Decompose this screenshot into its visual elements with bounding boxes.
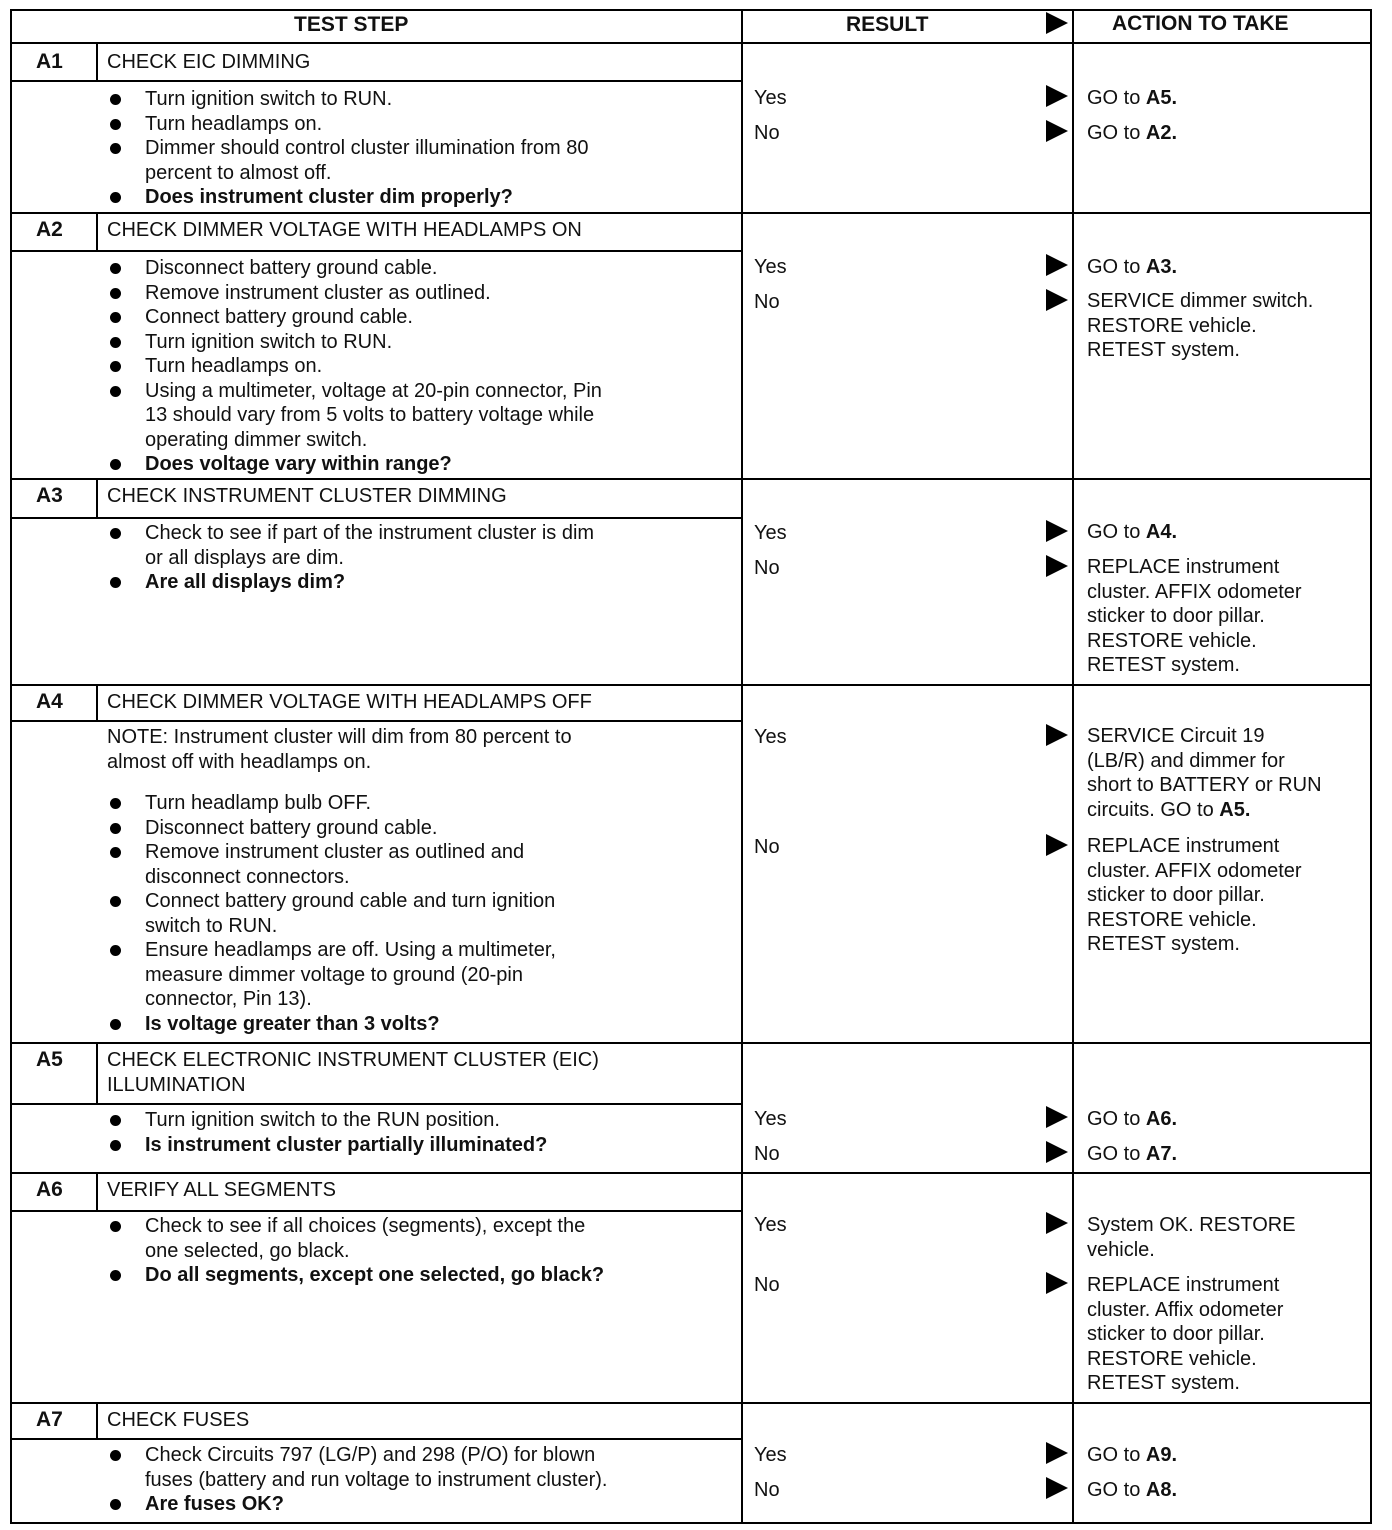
action-line bbox=[1087, 834, 1279, 859]
step-instruction: connector, Pin 13). bbox=[145, 988, 312, 1010]
action-text: REPLACE instrument bbox=[1087, 835, 1280, 857]
action-line bbox=[1087, 749, 1285, 774]
action-line bbox=[1087, 338, 1240, 363]
action-text: REPLACE instrument bbox=[1087, 1274, 1280, 1296]
rule bbox=[10, 250, 741, 252]
rule bbox=[96, 1172, 98, 1210]
result-no: No bbox=[754, 836, 780, 858]
action-punctuation: . bbox=[1171, 87, 1178, 109]
header-arrow-icon bbox=[1046, 12, 1068, 34]
action-line bbox=[1087, 555, 1279, 580]
action-line bbox=[1087, 653, 1240, 678]
step-id: A4 bbox=[36, 690, 63, 713]
action-punctuation: . bbox=[1171, 122, 1178, 144]
action-text: (LB/R) and dimmer for bbox=[1087, 749, 1285, 772]
step-instruction: Turn ignition switch to RUN. bbox=[145, 88, 393, 110]
action-line bbox=[1087, 908, 1257, 933]
action-line bbox=[1087, 1298, 1283, 1323]
action-text: REPLACE instrument bbox=[1087, 556, 1280, 578]
step-instruction: Disconnect battery ground cable. bbox=[145, 257, 438, 279]
action-line bbox=[1087, 932, 1240, 957]
step-reference: A7 bbox=[1145, 1143, 1172, 1165]
rule bbox=[10, 9, 12, 1524]
step-instruction: Ensure headlamps are off. Using a multimeter, bbox=[145, 939, 556, 961]
step-reference: A5 bbox=[1219, 798, 1245, 821]
bullet-dot-icon bbox=[110, 1270, 121, 1281]
result-yes: Yes bbox=[754, 1444, 787, 1466]
step-title: CHECK FUSES bbox=[107, 1409, 250, 1431]
rule bbox=[10, 517, 741, 519]
rule bbox=[96, 1042, 98, 1103]
step-title: ILLUMINATION bbox=[107, 1073, 246, 1096]
action-text: RESTORE vehicle. bbox=[1087, 1347, 1257, 1370]
step-id: A3 bbox=[36, 484, 63, 507]
result-no: No bbox=[754, 122, 780, 144]
bullet-dot-icon bbox=[110, 1140, 121, 1151]
step-title: CHECK EIC DIMMING bbox=[107, 51, 311, 73]
step-reference: A9 bbox=[1145, 1444, 1172, 1466]
action-line bbox=[1087, 604, 1265, 629]
result-yes: Yes bbox=[754, 522, 787, 544]
result-yes: Yes bbox=[754, 87, 787, 109]
rule bbox=[10, 42, 1370, 44]
step-instruction: 13 should vary from 5 volts to battery voltage while bbox=[145, 404, 595, 426]
bullet-dot-icon bbox=[110, 1499, 121, 1510]
result-yes: Yes bbox=[754, 256, 787, 278]
action-line bbox=[1087, 121, 1177, 146]
action-line bbox=[1087, 520, 1177, 545]
rule bbox=[1072, 9, 1074, 1524]
rule bbox=[10, 212, 1370, 214]
result-arrow-icon bbox=[1046, 555, 1068, 577]
header-test-step: TEST STEP bbox=[294, 13, 409, 36]
action-line bbox=[1087, 580, 1302, 605]
rule bbox=[10, 1402, 1370, 1404]
result-arrow-icon bbox=[1046, 254, 1068, 276]
step-id: A1 bbox=[36, 50, 63, 73]
action-punctuation: . bbox=[1244, 798, 1251, 821]
action-text: SERVICE dimmer switch. bbox=[1087, 290, 1314, 312]
step-instruction: Check to see if all choices (segments), except the bbox=[145, 1215, 586, 1237]
step-instruction: Disconnect battery ground cable. bbox=[145, 816, 438, 839]
step-instruction: Turn headlamps on. bbox=[145, 355, 323, 377]
action-line bbox=[1087, 724, 1264, 749]
result-arrow-icon bbox=[1046, 520, 1068, 542]
step-instruction: Turn ignition switch to RUN. bbox=[145, 330, 393, 353]
step-question: Are fuses OK? bbox=[145, 1493, 284, 1515]
result-arrow-icon bbox=[1046, 724, 1068, 746]
action-line bbox=[1087, 883, 1265, 908]
step-instruction: one selected, go black. bbox=[145, 1239, 350, 1262]
rule bbox=[10, 1042, 1370, 1044]
bullet-dot-icon bbox=[110, 143, 121, 154]
action-text: SERVICE Circuit 19 bbox=[1087, 725, 1265, 747]
result-arrow-icon bbox=[1046, 1212, 1068, 1234]
action-text: GO to bbox=[1087, 122, 1146, 144]
rule bbox=[1370, 9, 1372, 1524]
step-question: Does voltage vary within range? bbox=[145, 453, 452, 475]
action-text: GO to bbox=[1087, 1444, 1146, 1466]
step-instruction: Check Circuits 797 (LG/P) and 298 (P/O) for blown bbox=[145, 1444, 596, 1466]
action-punctuation: . bbox=[1171, 521, 1178, 543]
action-text: sticker to door pillar. bbox=[1087, 884, 1265, 906]
action-line bbox=[1087, 289, 1313, 314]
step-question: Does instrument cluster dim properly? bbox=[145, 186, 513, 208]
step-reference: A2 bbox=[1145, 122, 1172, 144]
result-arrow-icon bbox=[1046, 1272, 1068, 1294]
action-text: cluster. AFFIX odometer bbox=[1087, 580, 1302, 603]
rule bbox=[10, 1438, 741, 1440]
step-instruction: Using a multimeter, voltage at 20-pin connector, Pin bbox=[145, 379, 602, 402]
header-result: RESULT bbox=[846, 13, 929, 36]
step-note: almost off with headlamps on. bbox=[107, 750, 372, 773]
bullet-dot-icon bbox=[110, 1450, 121, 1461]
rule bbox=[10, 478, 1370, 480]
action-line bbox=[1087, 798, 1250, 823]
action-text: sticker to door pillar. bbox=[1087, 1323, 1265, 1345]
result-no: No bbox=[754, 557, 780, 579]
result-arrow-icon bbox=[1046, 85, 1068, 107]
bullet-dot-icon bbox=[110, 798, 121, 809]
step-instruction: measure dimmer voltage to ground (20-pin bbox=[145, 963, 523, 986]
bullet-dot-icon bbox=[110, 288, 121, 299]
step-reference: A4 bbox=[1145, 521, 1172, 543]
bullet-dot-icon bbox=[110, 94, 121, 105]
step-note: NOTE: Instrument cluster will dim from 80 percent to bbox=[107, 726, 572, 748]
action-line bbox=[1087, 314, 1257, 339]
rule bbox=[10, 720, 741, 722]
step-id: A7 bbox=[36, 1408, 63, 1431]
step-reference: A6 bbox=[1145, 1108, 1172, 1130]
action-line bbox=[1087, 1142, 1177, 1167]
result-no: No bbox=[754, 1274, 780, 1296]
action-line bbox=[1087, 1273, 1279, 1298]
bullet-dot-icon bbox=[110, 263, 121, 274]
step-question: Are all displays dim? bbox=[145, 571, 346, 593]
step-title: VERIFY ALL SEGMENTS bbox=[107, 1179, 336, 1201]
step-question: Is voltage greater than 3 volts? bbox=[145, 1012, 440, 1035]
step-question: Do all segments, except one selected, go black? bbox=[145, 1264, 605, 1286]
action-line bbox=[1087, 773, 1322, 798]
action-text: GO to bbox=[1087, 1108, 1146, 1130]
step-instruction: Turn headlamps on. bbox=[145, 112, 323, 135]
rule bbox=[741, 9, 743, 1524]
action-punctuation: . bbox=[1171, 256, 1178, 278]
bullet-dot-icon bbox=[110, 945, 121, 956]
action-line bbox=[1087, 86, 1177, 111]
action-punctuation: . bbox=[1171, 1108, 1178, 1130]
action-text: RETEST system. bbox=[1087, 654, 1240, 676]
action-text: RETEST system. bbox=[1087, 339, 1240, 361]
step-instruction: Turn headlamp bulb OFF. bbox=[145, 792, 372, 814]
bullet-dot-icon bbox=[110, 192, 121, 203]
bullet-dot-icon bbox=[110, 1019, 121, 1030]
action-text: short to BATTERY or RUN bbox=[1087, 774, 1322, 796]
step-question: Is instrument cluster partially illuminated? bbox=[145, 1133, 548, 1156]
action-line bbox=[1087, 1347, 1257, 1372]
step-reference: A3 bbox=[1145, 256, 1172, 278]
action-punctuation: . bbox=[1171, 1444, 1178, 1466]
bullet-dot-icon bbox=[110, 823, 121, 834]
step-instruction: disconnect connectors. bbox=[145, 865, 350, 888]
step-instruction: Remove instrument cluster as outlined. bbox=[145, 281, 491, 304]
action-text: sticker to door pillar. bbox=[1087, 605, 1265, 627]
rule bbox=[96, 478, 98, 517]
bullet-dot-icon bbox=[110, 896, 121, 907]
action-line bbox=[1087, 1238, 1155, 1263]
action-line bbox=[1087, 859, 1302, 884]
step-instruction: Connect battery ground cable. bbox=[145, 306, 413, 328]
bullet-dot-icon bbox=[110, 1221, 121, 1232]
bullet-dot-icon bbox=[110, 528, 121, 539]
bullet-dot-icon bbox=[110, 337, 121, 348]
result-arrow-icon bbox=[1046, 289, 1068, 311]
rule bbox=[96, 44, 98, 80]
action-text: GO to bbox=[1087, 256, 1146, 278]
action-line bbox=[1087, 1322, 1265, 1347]
bullet-dot-icon bbox=[110, 386, 121, 397]
bullet-dot-icon bbox=[110, 459, 121, 470]
result-arrow-icon bbox=[1046, 1442, 1068, 1464]
bullet-dot-icon bbox=[110, 847, 121, 858]
bullet-dot-icon bbox=[110, 577, 121, 588]
rule bbox=[10, 1210, 741, 1212]
result-arrow-icon bbox=[1046, 120, 1068, 142]
action-punctuation: . bbox=[1171, 1479, 1178, 1501]
bullet-dot-icon bbox=[110, 1115, 121, 1126]
action-line bbox=[1087, 1371, 1240, 1396]
action-text: RETEST system. bbox=[1087, 933, 1240, 955]
rule bbox=[96, 684, 98, 720]
action-text: System OK. RESTORE bbox=[1087, 1214, 1296, 1236]
step-instruction: Remove instrument cluster as outlined and bbox=[145, 841, 525, 863]
step-instruction: Check to see if part of the instrument cluster is dim bbox=[145, 522, 595, 544]
step-instruction: Dimmer should control cluster illumination from 80 bbox=[145, 137, 589, 159]
step-title: CHECK DIMMER VOLTAGE WITH HEADLAMPS ON bbox=[107, 219, 582, 241]
action-text: cluster. Affix odometer bbox=[1087, 1298, 1284, 1321]
step-instruction: switch to RUN. bbox=[145, 914, 278, 937]
step-reference: A5 bbox=[1145, 87, 1172, 109]
bullet-dot-icon bbox=[110, 361, 121, 372]
action-punctuation: . bbox=[1171, 1143, 1178, 1165]
step-instruction: Connect battery ground cable and turn ignition bbox=[145, 890, 556, 912]
step-title: CHECK INSTRUMENT CLUSTER DIMMING bbox=[107, 485, 507, 507]
action-text: GO to bbox=[1087, 1479, 1146, 1501]
rule bbox=[96, 1402, 98, 1438]
step-title: CHECK ELECTRONIC INSTRUMENT CLUSTER (EIC) bbox=[107, 1049, 599, 1071]
rule bbox=[10, 1103, 741, 1105]
result-no: No bbox=[754, 1143, 780, 1165]
action-line bbox=[1087, 1107, 1177, 1132]
step-reference: A8 bbox=[1145, 1479, 1172, 1501]
rule bbox=[96, 212, 98, 250]
rule bbox=[10, 684, 1370, 686]
action-text: RESTORE vehicle. bbox=[1087, 314, 1257, 337]
rule bbox=[10, 1522, 1370, 1524]
action-text: cluster. AFFIX odometer bbox=[1087, 859, 1302, 882]
result-yes: Yes bbox=[754, 1108, 787, 1130]
action-text: RESTORE vehicle. bbox=[1087, 908, 1257, 931]
step-instruction: Turn ignition switch to the RUN position. bbox=[145, 1109, 500, 1131]
action-text: RETEST system. bbox=[1087, 1372, 1240, 1394]
action-text: GO to bbox=[1087, 87, 1146, 109]
step-instruction: operating dimmer switch. bbox=[145, 428, 368, 451]
step-id: A2 bbox=[36, 218, 63, 241]
action-text: circuits. GO to bbox=[1087, 798, 1220, 821]
action-line bbox=[1087, 1443, 1177, 1468]
result-arrow-icon bbox=[1046, 1477, 1068, 1499]
action-text: GO to bbox=[1087, 1143, 1146, 1165]
result-yes: Yes bbox=[754, 1214, 787, 1236]
action-line bbox=[1087, 255, 1177, 280]
result-arrow-icon bbox=[1046, 1141, 1068, 1163]
action-text: vehicle. bbox=[1087, 1238, 1155, 1261]
result-arrow-icon bbox=[1046, 834, 1068, 856]
header-action: ACTION TO TAKE bbox=[1112, 12, 1289, 35]
step-instruction: percent to almost off. bbox=[145, 161, 332, 184]
step-id: A6 bbox=[36, 1178, 63, 1201]
action-line bbox=[1087, 1478, 1177, 1503]
step-instruction: or all displays are dim. bbox=[145, 546, 344, 569]
bullet-dot-icon bbox=[110, 312, 121, 323]
result-arrow-icon bbox=[1046, 1106, 1068, 1128]
step-title: CHECK DIMMER VOLTAGE WITH HEADLAMPS OFF bbox=[107, 691, 592, 713]
rule bbox=[10, 9, 1370, 11]
bullet-dot-icon bbox=[110, 119, 121, 130]
action-line bbox=[1087, 1213, 1296, 1238]
result-no: No bbox=[754, 1479, 780, 1501]
action-text: GO to bbox=[1087, 521, 1146, 543]
rule bbox=[10, 1172, 1370, 1174]
action-line bbox=[1087, 629, 1257, 654]
result-yes: Yes bbox=[754, 726, 787, 748]
action-text: RESTORE vehicle. bbox=[1087, 629, 1257, 652]
result-no: No bbox=[754, 291, 780, 313]
rule bbox=[10, 80, 741, 82]
step-id: A5 bbox=[36, 1048, 63, 1071]
step-instruction: fuses (battery and run voltage to instrument cluster). bbox=[145, 1468, 608, 1491]
